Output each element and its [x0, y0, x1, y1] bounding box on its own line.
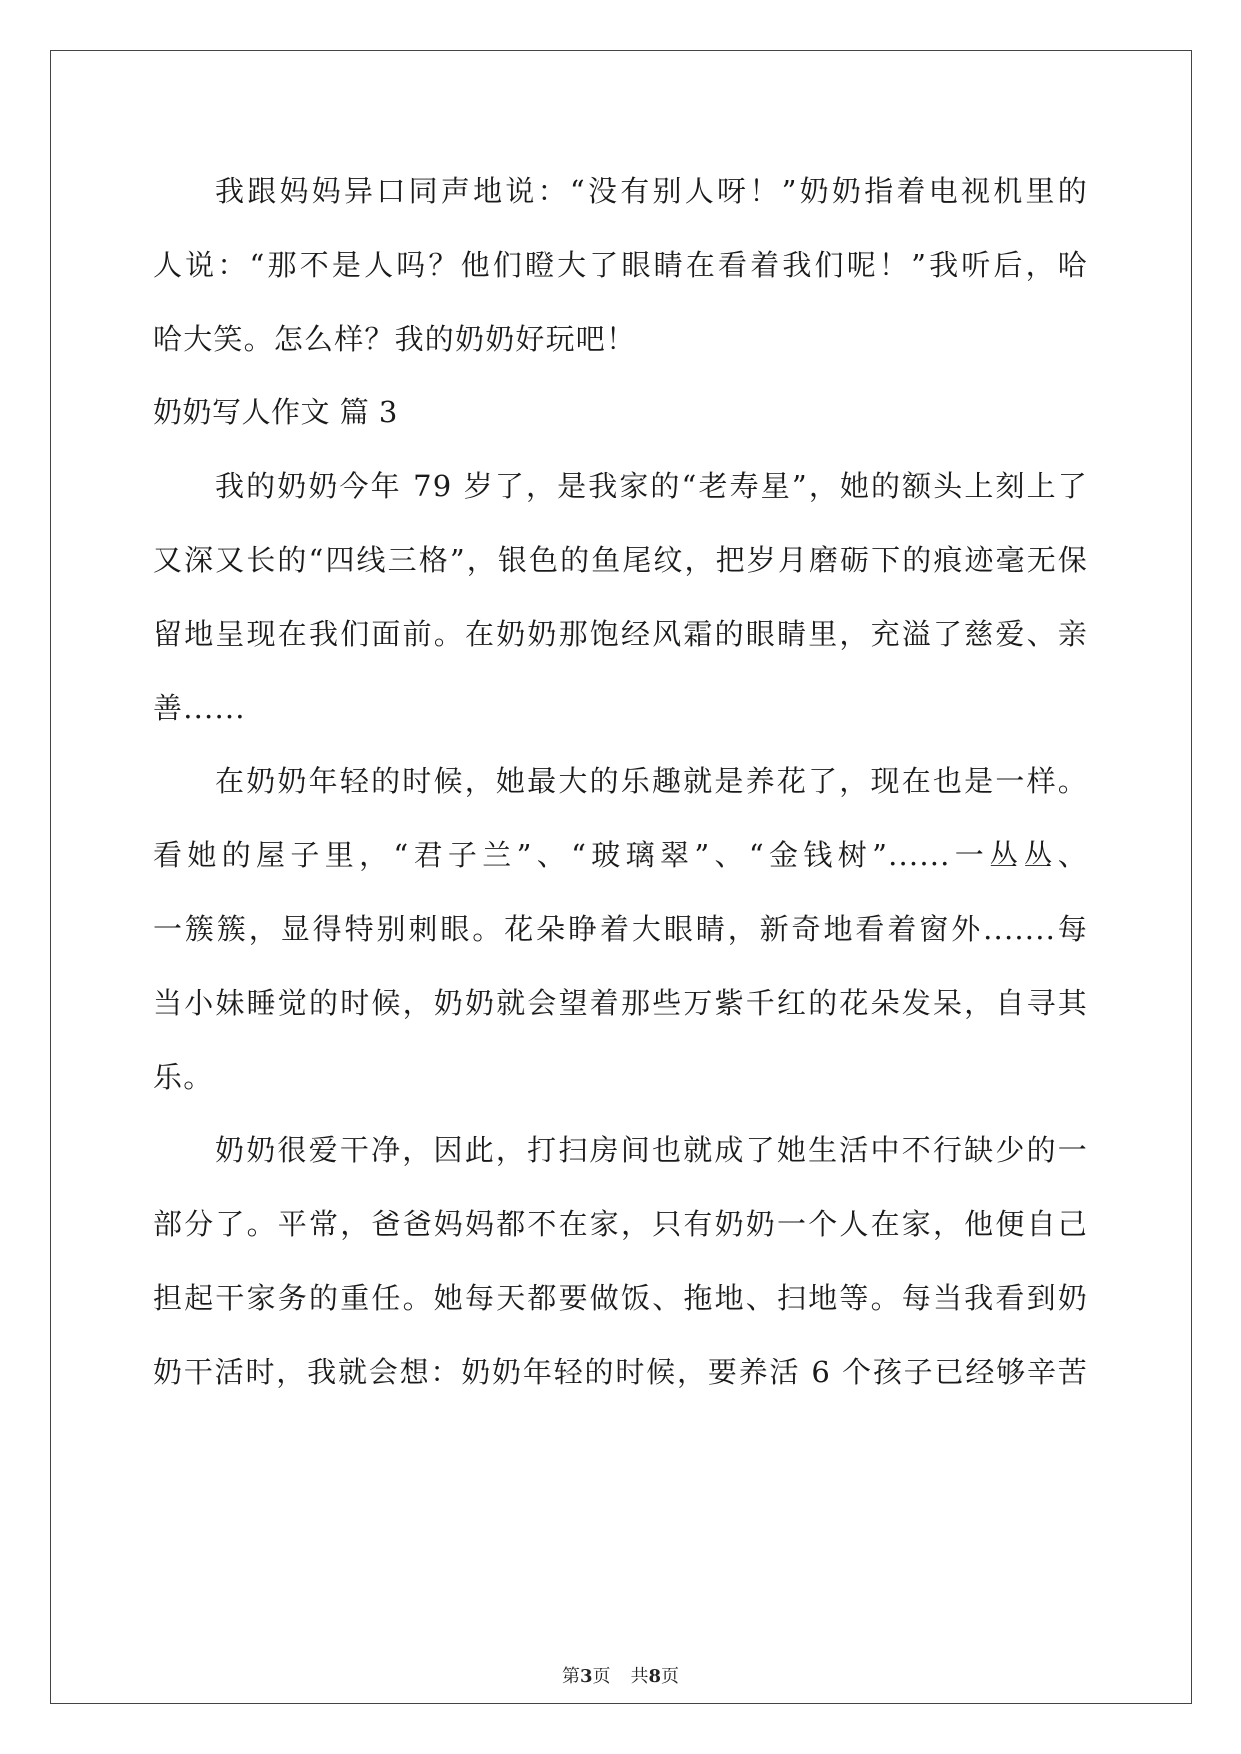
total-pages-number: 8: [648, 1666, 662, 1687]
text-line: 我的奶奶今年 79 岁了，是我家的“老寿星”，她的额头上刻上了: [215, 469, 1088, 504]
text-line: 一簇簇，显得特别刺眼。花朵睁着大眼睛，新奇地看着窗外.......每: [153, 911, 1088, 946]
page-prefix: 第: [561, 1666, 580, 1687]
text-line: 担起干家务的重任。她每天都要做饭、拖地、扫地等。每当我看到奶: [153, 1280, 1088, 1315]
current-page-number: 3: [579, 1666, 593, 1687]
text-line: 奶干活时，我就会想：奶奶年轻的时候，要养活 6 个孩子已经够辛苦: [153, 1354, 1088, 1389]
section-heading: 奶奶写人作文 篇 3: [153, 395, 398, 430]
text-line: 在奶奶年轻的时候，她最大的乐趣就是养花了，现在也是一样。: [215, 764, 1088, 799]
page-suffix: 页: [592, 1666, 611, 1687]
text-line: 哈大笑。怎么样？我的奶奶好玩吧！: [153, 321, 637, 356]
text-line: 部分了。平常，爸爸妈妈都不在家，只有奶奶一个人在家，他便自己: [153, 1207, 1088, 1242]
document-body: [153, 155, 1088, 1410]
text-line: 乐。: [153, 1059, 214, 1094]
text-line: 我跟妈妈异口同声地说：“没有别人呀！”奶奶指着电视机里的: [215, 174, 1088, 208]
text-line: 善......: [153, 690, 246, 725]
text-line: 奶奶很爱干净，因此，打扫房间也就成了她生活中不行缺少的一: [215, 1133, 1088, 1168]
page-footer: [0, 1662, 1241, 1688]
total-suffix: 页: [661, 1666, 680, 1687]
text-line: 留地呈现在我们面前。在奶奶那饱经风霜的眼睛里，充溢了慈爱、亲: [153, 616, 1088, 651]
text-line: 人说：“那不是人吗？他们瞪大了眼睛在看着我们呢！”我听后，哈: [153, 247, 1088, 282]
text-line: 又深又长的“四线三格”，银色的鱼尾纹，把岁月磨砺下的痕迹毫无保: [153, 542, 1088, 577]
text-line: 当小妹睡觉的时候，奶奶就会望着那些万紫千红的花朵发呆，自寻其: [153, 985, 1088, 1020]
text-line: 看她的屋子里，“君子兰”、“玻璃翠”、“金钱树”......一丛丛、: [153, 838, 1088, 873]
total-prefix: 共: [630, 1666, 649, 1687]
